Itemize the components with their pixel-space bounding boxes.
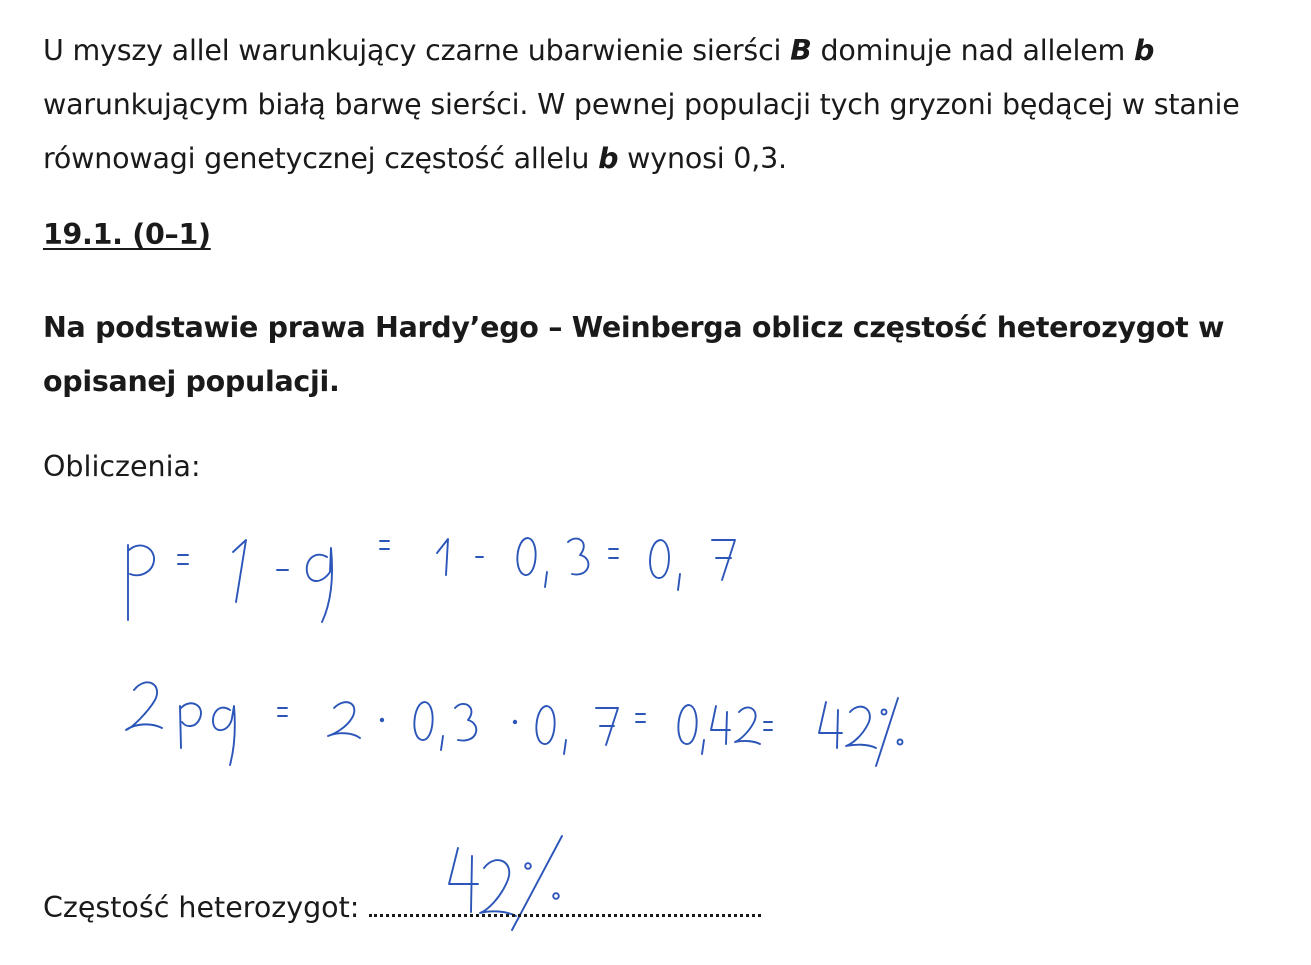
answer-row (43, 884, 761, 932)
intro-text-1: U myszy allel warunkujący czarne ubarwienie sierści (43, 34, 791, 67)
task-instruction: Na podstawie prawa Hardy’ego – Weinberga oblicz częstość heterozygot w opisanej populacji. (43, 311, 1225, 398)
intro-text-4: wynosi 0,3. (618, 142, 787, 175)
answer-field[interactable] (369, 884, 761, 917)
allele-recessive: b (1133, 34, 1155, 67)
intro-text-2: dominuje nad allelem (811, 34, 1134, 67)
handwritten-line-1 (128, 538, 735, 622)
answer-label: Częstość heterozygot: (43, 891, 360, 924)
task-number: 19.1. (0–1) (43, 218, 211, 251)
handwritten-line-2 (126, 682, 903, 766)
allele-recessive-2: b (598, 142, 619, 175)
calculations-label: Obliczenia: (43, 450, 201, 483)
intro-text-3: warunkującym białą barwę sierści. W pewnej populacji tych gryzoni będącej w stanie równowagi genetycznej częstość allelu (43, 88, 1240, 175)
allele-dominant: B (790, 34, 812, 67)
intro-paragraph (43, 24, 1293, 186)
